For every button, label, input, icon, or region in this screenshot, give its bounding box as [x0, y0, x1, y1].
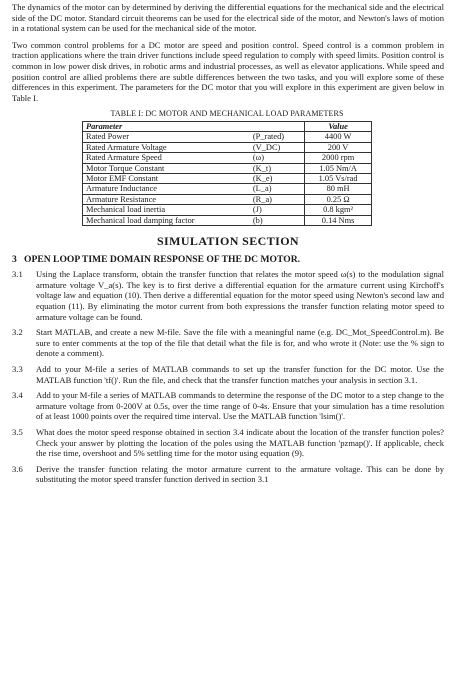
param-name: Armature Resistance [83, 194, 250, 204]
item-number: 3.1 [12, 269, 23, 280]
item-number: 3.2 [12, 327, 23, 338]
param-name: Rated Armature Speed [83, 153, 250, 163]
table-header-row [83, 121, 372, 131]
param-name: Rated Armature Voltage [83, 142, 250, 152]
item-text: What does the motor speed response obtained in section 3.4 indicate about the location of the transfer function poles? Check your answer by plotting the location of the poles using the MATLAB function 'pzmap()'. If applicable, check the rise time, overshoot and 5% settling time for the motor using equation (9). [36, 426, 444, 459]
table-row [83, 142, 372, 152]
section-item [12, 427, 444, 459]
table-title: TABLE I: DC MOTOR AND MECHANICAL LOAD PARAMETERS [110, 109, 344, 119]
section-items [12, 269, 444, 485]
item-text: Using the Laplace transform, obtain the transfer function that relates the motor speed ω(s) to the modulation signal armature voltage V_a(s). The key is to first derive a differential equation for the armature current using Kirchoff's voltage law and equation (10). Then derive a differential equation for the motor speed using Newton's second law and equation (11). By eliminating the motor current from both expressions the transfer function relating motor speed to armature voltage can be found. [36, 269, 444, 322]
item-number: 3.5 [12, 426, 23, 437]
section-item [12, 327, 444, 359]
param-value: 1.05 Vs/rad [305, 173, 372, 183]
section-heading [12, 255, 444, 266]
table-row [83, 132, 372, 142]
section-title: OPEN LOOP TIME DOMAIN RESPONSE OF THE DC MOTOR. [24, 253, 301, 265]
param-value: 0.25 Ω [305, 194, 372, 204]
simulation-section-title: SIMULATION SECTION [156, 234, 299, 248]
param-symbol: (ω) [250, 153, 305, 163]
header-symbol [250, 121, 305, 131]
item-number: 3.4 [12, 390, 23, 401]
intro-paragraph-2: Two common control problems for a DC motor are speed and position control. Speed control is a common problem in traction applications where the train driver functions include speed regulation to comply with speed limits. Position control is common in low power disk drives, in robotic arms and industrial processes, as well as elevator applications. While speed and position control are allied problems there are subtle differences between the two tasks, and you will explore some of these differences in this experiment. The parameters for the DC motor that you will explore in this experiment are given below in Table I. [12, 39, 444, 103]
param-symbol: (K_t) [250, 163, 305, 173]
param-value: 4400 W [305, 132, 372, 142]
section-item [12, 269, 444, 322]
param-value: 0.14 Nms [305, 215, 372, 225]
header-parameter: Parameter [83, 121, 250, 131]
param-name: Motor Torque Constant [83, 163, 250, 173]
param-value: 1.05 Nm/A [305, 163, 372, 173]
param-symbol: (b) [250, 215, 305, 225]
parameter-table [82, 121, 372, 226]
section-item [12, 464, 444, 485]
item-text: Add to your M-file a series of MATLAB commands to determine the response of the DC motor to a step change to the armature voltage from 0-200V at 0.5s, over the time range of 0-4s. Ensure that your simulation has a time resolution of at least 1000 points over the required time interval. Use the MATLAB function 'lsim()'. [36, 390, 444, 422]
table-row [83, 205, 372, 215]
param-name: Motor EMF Constant [83, 173, 250, 183]
param-name: Rated Power [83, 132, 250, 142]
param-symbol: (V_DC) [250, 142, 305, 152]
table-row [83, 163, 372, 173]
param-name: Armature Inductance [83, 184, 250, 194]
table-row [83, 194, 372, 204]
param-value: 200 V [305, 142, 372, 152]
param-value: 80 mH [305, 184, 372, 194]
param-name: Mechanical load inertia [83, 205, 250, 215]
item-number: 3.6 [12, 463, 23, 474]
param-value: 0.8 kgm² [305, 205, 372, 215]
intro-paragraph-1: The dynamics of the motor can by determined by deriving the differential equations for the mechanical side and the electrical side of the DC motor. Standard circuit theorems can be used for the electrical side of the motor, and Newton's laws of motion in a rotational system can be used for the mechanical side of the motor. [12, 2, 444, 34]
item-text: Start MATLAB, and create a new M-file. Save the file with a meaningful name (e.g. DC_Mot_SpeedControl.m). Be sure to enter comments at the top of the file that detail what the file is for, and who wrote it (Note: use the % sign to denote a comment). [36, 327, 444, 359]
param-symbol: (K_e) [250, 173, 305, 183]
item-number: 3.3 [12, 363, 23, 374]
param-symbol: (P_rated) [250, 132, 305, 142]
section-item [12, 390, 444, 422]
param-symbol: (L_a) [250, 184, 305, 194]
table-row [83, 184, 372, 194]
section-item [12, 364, 444, 385]
item-text: Add to your M-file a series of MATLAB commands to set up the transfer function for the DC motor. Use the MATLAB function 'tf()'. Run the file, and check that the transfer function matches your analysis in section 3.1. [36, 363, 444, 385]
item-text: Derive the transfer function relating the motor armature current to the armature voltage. This can be done by substituting the motor speed transfer function derived in section 3.1 [36, 463, 444, 485]
section-number: 3 [12, 253, 17, 265]
table-row [83, 215, 372, 225]
header-value: Value [305, 121, 372, 131]
param-symbol: (R_a) [250, 194, 305, 204]
table-row [83, 153, 372, 163]
param-symbol: (J) [250, 205, 305, 215]
param-name: Mechanical load damping factor [83, 215, 250, 225]
parameter-table-container [82, 109, 372, 226]
table-row [83, 173, 372, 183]
param-value: 2000 rpm [305, 153, 372, 163]
